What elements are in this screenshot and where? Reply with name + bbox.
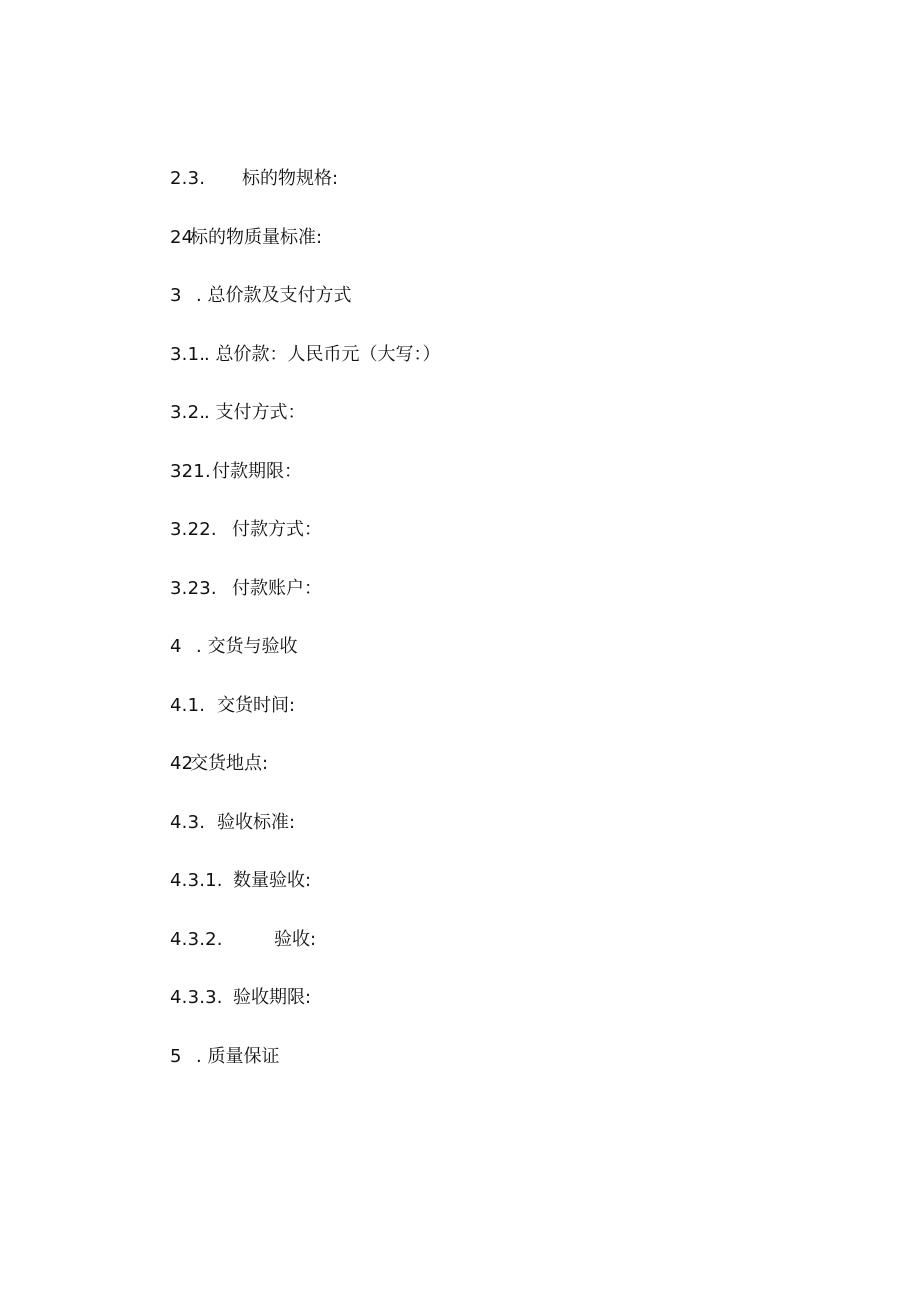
clause-number: 4.3. (170, 812, 206, 833)
clause-3-2 (170, 401, 306, 425)
clause-number: 2.3. (170, 168, 206, 189)
clause-text: 验收: (274, 929, 317, 950)
clause-text: 交货时间: (217, 695, 296, 716)
clause-number: 321. (170, 461, 211, 482)
clause-number: 24 (170, 227, 194, 248)
clause-text: 验收期限: (233, 987, 312, 1008)
clause-number: 4.3.1. (170, 870, 223, 891)
clause-text: 付款期限： (212, 461, 302, 482)
clause-4-3 (170, 811, 296, 835)
section-title: . 总价款及支付方式 (196, 285, 352, 306)
section-4-heading (170, 635, 298, 659)
clause-text: 数量验收: (233, 870, 312, 891)
clause-4-3-3 (170, 986, 312, 1010)
clause-number: 4.3.3. (170, 987, 223, 1008)
clause-text: 标的物规格: (242, 168, 339, 189)
clause-2-3 (170, 167, 339, 191)
clause-text: . 总价款：人民币元（大写：） (204, 344, 441, 365)
clause-text: 标的物质量标准: (190, 227, 323, 248)
clause-text: 付款账户： (232, 578, 322, 599)
clause-number: 4.1. (170, 695, 206, 716)
clause-number: 3.22. (170, 519, 217, 540)
section-5-heading (170, 1045, 280, 1069)
section-number: 3 (170, 285, 182, 306)
clause-4-2 (170, 752, 269, 776)
clause-text: 交货地点: (190, 753, 269, 774)
section-title: . 质量保证 (196, 1046, 280, 1067)
clause-text: . 支付方式： (204, 402, 306, 423)
clause-4-1 (170, 694, 296, 718)
clause-2-4 (170, 226, 323, 250)
clause-number: 4.3.2. (170, 929, 223, 950)
section-3-heading (170, 284, 352, 308)
clause-number: 3.1. (170, 344, 206, 365)
clause-text: 验收标准: (217, 812, 296, 833)
section-title: . 交货与验收 (196, 636, 298, 657)
clause-number: 42 (170, 753, 194, 774)
clause-3-1 (170, 343, 441, 367)
clause-4-3-2 (170, 928, 317, 952)
clause-text: 付款方式： (232, 519, 322, 540)
clause-number: 3.2. (170, 402, 206, 423)
clause-3-2-3 (170, 577, 322, 601)
section-number: 4 (170, 636, 182, 657)
clause-3-2-2 (170, 518, 322, 542)
clause-3-2-1 (170, 460, 302, 484)
clause-number: 3.23. (170, 578, 217, 599)
clause-4-3-1 (170, 869, 312, 893)
section-number: 5 (170, 1046, 182, 1067)
